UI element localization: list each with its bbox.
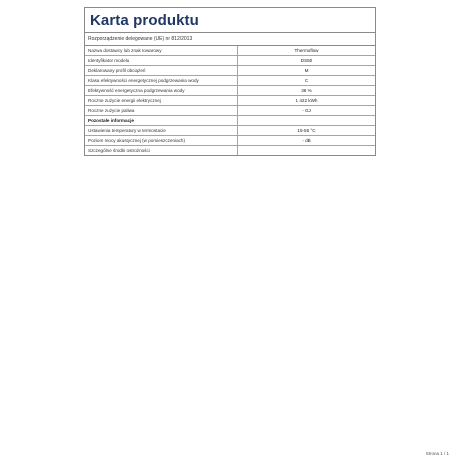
- table-row: [85, 46, 375, 56]
- row-value: M: [238, 66, 376, 76]
- row-label: Roczne zużycie paliwa: [85, 106, 238, 116]
- table-row: [85, 126, 375, 136]
- table-row: [85, 106, 375, 116]
- row-value: C: [238, 76, 376, 86]
- row-label: Nazwa dostawcy lub znak towarowy: [85, 46, 238, 56]
- document-title: Karta produktu: [90, 11, 199, 29]
- product-fiche: [84, 7, 376, 156]
- row-label: Szczególne środki ostrożności: [85, 146, 238, 156]
- table-row: [85, 56, 375, 66]
- table-row: [85, 86, 375, 96]
- row-value: - GJ: [238, 106, 376, 116]
- row-value: Thermoflow: [238, 46, 376, 56]
- row-label: Identyfikator modelu: [85, 56, 238, 66]
- regulation-reference: Rozporządzenie delegowane (UE) nr 812/2013: [85, 33, 375, 46]
- row-value: - dB: [238, 136, 376, 146]
- product-info-table: [85, 46, 375, 155]
- row-label: Deklarowany profil obciążeń: [85, 66, 238, 76]
- title-row: [85, 8, 375, 33]
- table-row: [85, 146, 375, 156]
- row-label: Klasa efektywności energetycznej podgrzewania wody: [85, 76, 238, 86]
- row-label: Roczne zużycie energii elektrycznej: [85, 96, 238, 106]
- row-value: 36 %: [238, 86, 376, 96]
- row-value: [238, 146, 376, 156]
- table-row: [85, 136, 375, 146]
- row-value: DS50: [238, 56, 376, 66]
- table-row: [85, 96, 375, 106]
- page-number: Strona 1 / 1: [425, 451, 449, 456]
- section-heading: Pozostałe informacje: [85, 116, 238, 126]
- row-value: 15-55 °C: [238, 126, 376, 136]
- row-label: Poziom mocy akustycznej (w pomieszczeniach): [85, 136, 238, 146]
- row-label: Ustawienia temperatury w termostacie: [85, 126, 238, 136]
- row-label: Efektywność energetyczna podgrzewania wody: [85, 86, 238, 96]
- section-header-row: [85, 116, 375, 126]
- table-row: [85, 66, 375, 76]
- table-row: [85, 76, 375, 86]
- row-value: [238, 116, 376, 126]
- row-value: 1 422 kWh: [238, 96, 376, 106]
